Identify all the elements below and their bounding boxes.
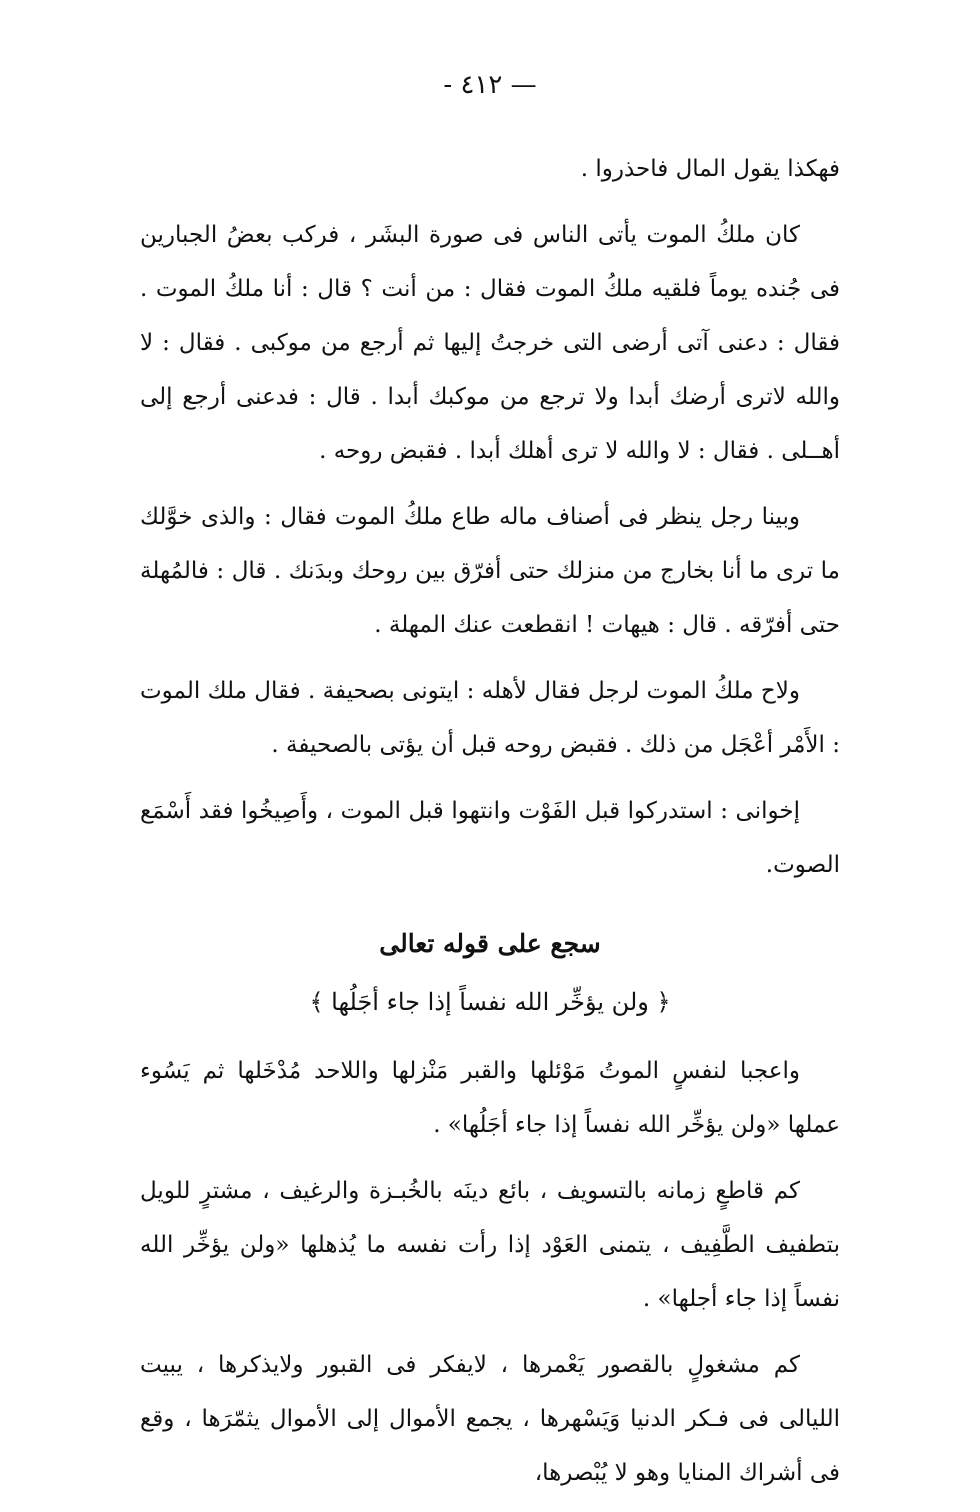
paragraph: كان ملكُ الموت يأتى الناس فى صورة البشَر ، فركب بعضُ الجبارين فى جُنده يوماً فلقيه ملكُ الموت فقال : من أنت ؟ قال : أنا ملكُ الموت . فقال : دعنى آتى أرضى التى خرجتُ إليها ثم أرجع من موكبى . فقال : لا والله لاترى أرضك أبدا ولا ترجع من موكبك أبدا . قال : فدعنى أرجع إلى أهــلى . فقال : لا والله لا ترى أهلك أبدا . فقبض روحه .	[140, 222, 840, 464]
page-number: — ٤١٢ -	[443, 70, 537, 100]
paragraph: كم قاطعٍ زمانه بالتسويف ، بائع دينَه بالخُبـزة والرغيف ، مشترٍ للويل بتطفيف الطَّفِيف ، يتمنى العَوْد إذا رأت نفسه ما يُذهلها «ولن يؤخِّر الله نفساً إذا جاء أجلها» .	[140, 1178, 840, 1312]
paragraph: كم مشغولٍ بالقصور يَعْمرها ، لايفكر فى القبور ولايذكرها ، يبيت الليالى فى فـكر الدنيا وَيَسْهرها ، يجمع الأموال إلى الأموال يثمّرَها ، وقع فى أشراك المنايا وهو لا يُبْصرها،	[140, 1352, 840, 1486]
paragraph: وبينا رجل ينظر فى أصناف ماله طاع ملكُ الموت فقال : والذى خوَّلك ما ترى ما أنا بخارج من منزلك حتى أفرّق بين روحك وبدَنك . قال : فالمُهلة حتى أفرّقه . قال : هيهات ! انقطعت عنك المهلة .	[140, 504, 840, 638]
page-body	[140, 142, 840, 1512]
paragraph: فهكذا يقول المال فاحذروا .	[580, 156, 840, 182]
paragraph: واعجبا لنفسٍ الموتُ مَوْئلها والقبر مَنْزلها واللاحد مُدْخَلها ثم يَسُوء عملها «ولن يؤخِّر الله نفساً إذا جاء أجَلُها» .	[140, 1058, 840, 1138]
quran-verse: ﴿ ولن يؤخِّر الله نفساً إذا جاء أجَلُها ﴾	[309, 988, 671, 1016]
section-heading: سجع على قوله تعالى	[379, 929, 601, 958]
paragraph: إخوانى : استدركوا قبل الفَوْت وانتهوا قبل الموت ، وأَصِيخُوا فقد أَسْمَع الصوت.	[140, 798, 840, 878]
paragraph: ولاح ملكُ الموت لرجل فقال لأهله : ايتونى بصحيفة . فقال ملك الموت : الأَمْر أعْجَل من ذلك . فقبض روحه قبل أن يؤتى بالصحيفة .	[140, 678, 840, 758]
